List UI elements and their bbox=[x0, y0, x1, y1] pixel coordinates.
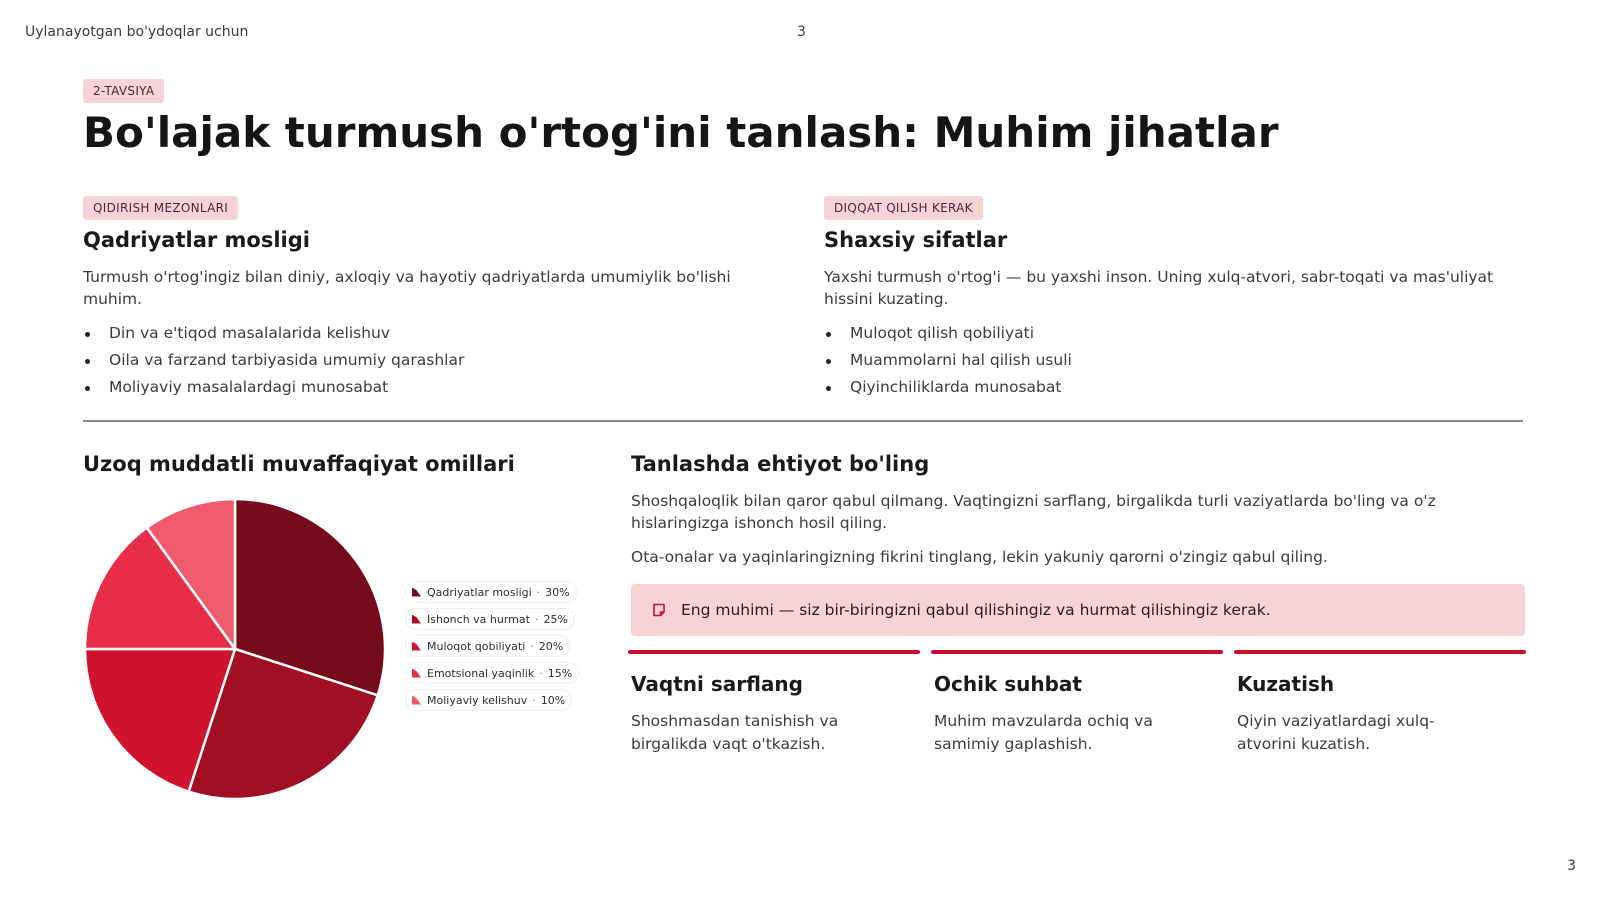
card-title: Kuzatish bbox=[1237, 672, 1335, 696]
legend-item bbox=[406, 582, 576, 602]
legend-label: Muloqot qobiliyati bbox=[427, 639, 526, 653]
footer-page-number: 3 bbox=[1567, 858, 1576, 874]
page-title: Bo'lajak turmush o'rtog'ini tanlash: Muhim jihatlar bbox=[83, 108, 1279, 157]
legend-value: 15% bbox=[547, 666, 573, 680]
left-column bbox=[83, 228, 783, 401]
legend-separator: · bbox=[532, 693, 536, 707]
legend-separator: · bbox=[536, 585, 541, 599]
title-tag: 2-TAVSIYA bbox=[83, 79, 164, 103]
header-page-number: 3 bbox=[797, 24, 806, 40]
legend-separator: · bbox=[539, 666, 543, 680]
right-column bbox=[824, 228, 1524, 401]
legend-item bbox=[406, 636, 569, 656]
card-kuzatish bbox=[1234, 650, 1526, 756]
card-text: Qiyin vaziyatlardagi xulq-atvorini kuzatish. bbox=[1237, 712, 1435, 753]
running-header: Uylanayotgan bo'ydoqlar uchun bbox=[25, 24, 249, 40]
legend-value: 10% bbox=[540, 693, 566, 707]
legend-separator: · bbox=[534, 612, 539, 626]
right-column-bullets bbox=[824, 320, 1524, 401]
card-text: Shoshmasdan tanishish va birgalikda vaqt o'tkazish. bbox=[631, 712, 839, 753]
legend-swatch bbox=[412, 696, 421, 705]
right-column-tag: DIQQAT QILISH KERAK bbox=[824, 196, 983, 220]
caution-heading: Tanlashda ehtiyot bo'ling bbox=[631, 452, 930, 476]
legend-value: 20% bbox=[538, 639, 564, 653]
callout-box bbox=[631, 584, 1525, 636]
legend-swatch bbox=[412, 615, 421, 624]
note-icon bbox=[651, 602, 667, 618]
list-item: Qiyinchiliklarda munosabat bbox=[824, 374, 1524, 401]
list-item: Din va e'tiqod masalalarida kelishuv bbox=[83, 320, 783, 347]
caution-paragraph-2: Ota-onalar va yaqinlaringizning fikrini tinglang, lekin yakuniy qarorni o'zingiz qabul qiling. bbox=[631, 548, 1328, 566]
list-item: Oila va farzand tarbiyasida umumiy qarashlar bbox=[83, 347, 783, 374]
legend-swatch bbox=[412, 642, 421, 651]
card-accent-bar bbox=[628, 650, 920, 654]
chart-legend bbox=[406, 582, 578, 717]
legend-swatch bbox=[412, 588, 421, 597]
card-vaqtni-sarflang bbox=[628, 650, 920, 756]
card-accent-bar bbox=[1234, 650, 1526, 654]
legend-label: Moliyaviy kelishuv bbox=[427, 693, 528, 707]
legend-value: 25% bbox=[543, 612, 568, 626]
legend-item bbox=[406, 690, 571, 710]
list-item: Muammolarni hal qilish usuli bbox=[824, 347, 1524, 374]
pie-chart bbox=[80, 494, 390, 804]
right-column-heading: Shaxsiy sifatlar bbox=[824, 228, 1008, 252]
right-column-text: Yaxshi turmush o'rtog'i — bu yaxshi inson. Uning xulq-atvori, sabr-toqati va mas'uliyat hissini kuzating. bbox=[824, 268, 1494, 308]
card-ochik-suhbat bbox=[931, 650, 1223, 756]
callout-text: Eng muhimi — siz bir-biringizni qabul qilishingiz va hurmat qilishingiz kerak. bbox=[681, 601, 1271, 619]
caution-paragraph-1: Shoshqaloqlik bilan qaror qabul qilmang. Vaqtingizni sarflang, birgalikda turli vaziyatlarda bo'ling va o'z hislaringizga ishonch hosil qiling. bbox=[631, 492, 1436, 532]
legend-item bbox=[406, 609, 574, 629]
left-column-heading: Qadriyatlar mosligi bbox=[83, 228, 310, 252]
legend-swatch bbox=[412, 669, 421, 678]
left-column-tag: QIDIRISH MEZONLARI bbox=[83, 196, 238, 220]
list-item: Moliyaviy masalalardagi munosabat bbox=[83, 374, 783, 401]
legend-label: Emotsional yaqinlik bbox=[427, 666, 535, 680]
card-text: Muhim mavzularda ochiq va samimiy gaplashish. bbox=[934, 712, 1153, 753]
chart-section-heading: Uzoq muddatli muvaffaqiyat omillari bbox=[83, 452, 515, 476]
left-column-text: Turmush o'rtog'ingiz bilan diniy, axloqiy va hayotiy qadriyatlarda umumiylik bo'lishi muhim. bbox=[83, 268, 731, 308]
card-title: Ochik suhbat bbox=[934, 672, 1082, 696]
legend-separator: · bbox=[530, 639, 534, 653]
left-column-bullets bbox=[83, 320, 783, 401]
card-title: Vaqtni sarflang bbox=[631, 672, 803, 696]
card-accent-bar bbox=[931, 650, 1223, 654]
legend-label: Ishonch va hurmat bbox=[427, 612, 530, 626]
legend-value: 30% bbox=[545, 585, 570, 599]
list-item: Muloqot qilish qobiliyati bbox=[824, 320, 1524, 347]
legend-label: Qadriyatlar mosligi bbox=[427, 585, 532, 599]
legend-item bbox=[406, 663, 578, 683]
section-divider bbox=[83, 420, 1523, 422]
